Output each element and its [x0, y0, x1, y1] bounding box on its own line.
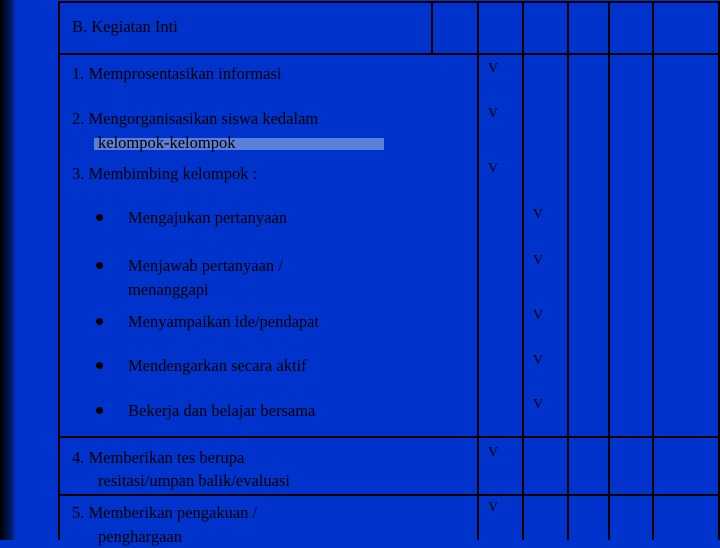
item-label: 1. Memprosentasikan informasi	[72, 64, 282, 83]
check-mark: V	[488, 161, 499, 176]
item-label: 2. Mengorganisasikan siswa kedalam	[72, 109, 319, 128]
check-mark: V	[488, 61, 499, 76]
sub-item-label: Mengajukan pertanyaan	[128, 208, 287, 227]
item-label-continued: resitasi/umpan balik/evaluasi	[98, 471, 290, 490]
bullet-icon	[96, 318, 103, 325]
sub-item-label: Menjawab pertanyaan /	[128, 256, 283, 275]
item-label-continued: kelompok-kelompok	[98, 133, 236, 152]
sub-item-label: Mendengarkan secara aktif	[128, 356, 307, 375]
table-row-divider	[58, 436, 720, 438]
table-column-divider	[608, 1, 610, 540]
check-mark: V	[488, 445, 499, 460]
table-column-divider	[567, 1, 569, 540]
sub-item-label: Menyampaikan ide/pendapat	[128, 312, 320, 331]
item-label: 5. Memberikan pengakuan /	[72, 503, 258, 522]
item-label: 3. Membimbing kelompok :	[72, 164, 258, 183]
check-mark: V	[533, 253, 544, 268]
table-row-divider	[58, 494, 720, 496]
table-row-divider	[58, 53, 720, 55]
table-border-top	[58, 1, 720, 3]
check-mark: V	[533, 207, 544, 222]
sub-item-label: Bekerja dan belajar bersama	[128, 401, 316, 420]
check-mark: V	[533, 353, 544, 368]
bullet-icon	[96, 214, 103, 221]
table-column-divider	[477, 1, 479, 540]
check-mark: V	[488, 500, 499, 515]
item-label: 4. Memberikan tes berupa	[72, 448, 245, 467]
bullet-icon	[96, 262, 103, 269]
item-label-continued: penghargaan	[98, 527, 182, 546]
table-column-divider	[431, 1, 433, 53]
sub-item-label-continued: menanggapi	[128, 280, 209, 299]
bullet-icon	[96, 362, 103, 369]
table-column-divider	[522, 1, 524, 540]
bullet-icon	[96, 407, 103, 414]
table-column-divider	[58, 1, 60, 540]
table-column-divider	[652, 1, 654, 540]
check-mark: V	[533, 308, 544, 323]
check-mark: V	[488, 106, 499, 121]
section-title: B. Kegiatan Inti	[72, 17, 178, 36]
check-mark: V	[533, 397, 544, 412]
